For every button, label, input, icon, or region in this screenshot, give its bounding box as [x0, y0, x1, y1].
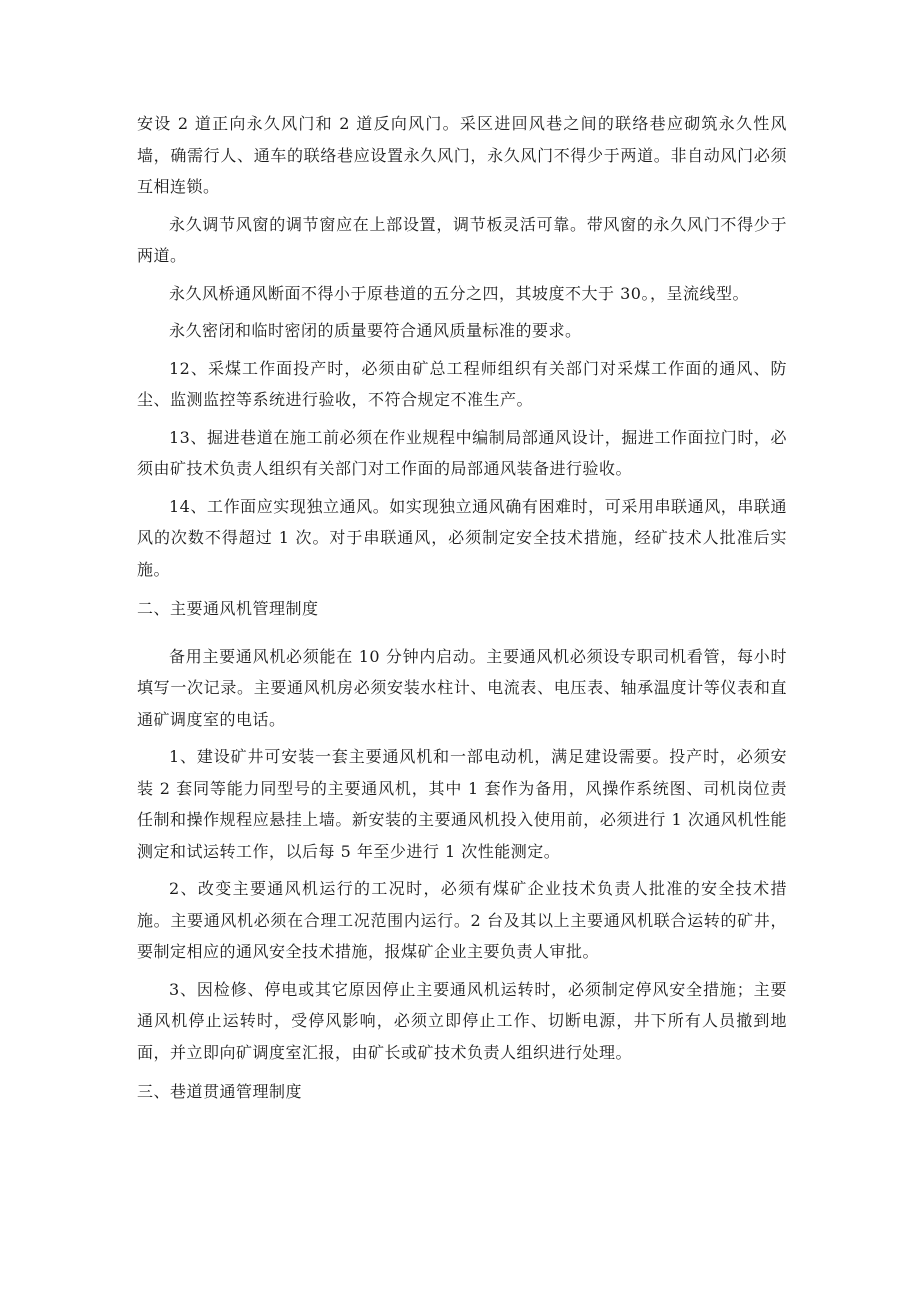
paragraph: 永久调节风窗的调节窗应在上部设置，调节板灵活可靠。带风窗的永久风门不得少于两道。 [137, 214, 787, 265]
paragraph: 永久密闭和临时密闭的质量要符合通风质量标准的要求。 [169, 321, 582, 340]
paragraph: 3、因检修、停电或其它原因停止主要通风机运转时，必须制定停风安全措施；主要通风机停止运转时，受停风影响，必须立即停止工作、切断电源，井下所有人员撤到地面，并立即向矿调度室汇报，由矿长或矿技术负责人组织进行处理。 [137, 979, 787, 1062]
paragraph: 14、工作面应实现独立通风。如实现独立通风确有困难时，可采用串联通风，串联通风的次数不得超过 1 次。对于串联通风，必须制定安全技术措施，经矿技术人批准后实施。 [137, 496, 787, 579]
paragraph: 永久风桥通风断面不得小于原巷道的五分之四，其坡度不大于 30。，呈流线型。 [169, 283, 749, 303]
paragraph: 13、掘进巷道在施工前必须在作业规程中编制局部通风设计，掘进工作面拉门时，必须由矿技术负责人组织有关部门对工作面的局部通风装备进行验收。 [137, 427, 787, 478]
section-heading: 二、主要通风机管理制度 [137, 599, 319, 618]
paragraph: 12、采煤工作面投产时，必须由矿总工程师组织有关部门对采煤工作面的通风、防尘、监测监控等系统进行验收，不符合规定不准生产。 [137, 358, 787, 409]
paragraph: 备用主要通风机必须能在 10 分钟内启动。主要通风机必须设专职司机看管，每小时填写一次记录。主要通风机房必须安装水柱计、电流表、电压表、轴承温度计等仪表和直通矿调度室的电话。 [137, 646, 787, 729]
paragraph: 安设 2 道正向永久风门和 2 道反向风门。采区进回风巷之间的联络巷应砌筑永久性风墙，确需行人、通车的联络巷应设置永久风门，永久风门不得少于两道。非自动风门必须互相连锁。 [137, 114, 787, 196]
document-page [137, 108, 787, 1124]
section-heading: 三、巷道贯通管理制度 [137, 1082, 303, 1101]
paragraph: 1、建设矿井可安装一套主要通风机和一部电动机，满足建设需要。投产时，必须安装 2 套同等能力同型号的主要通风机，其中 1 套作为备用，风操作系统图、司机岗位责任制和操作规程应悬挂上墙。新安装的主要通风机投入使用前，必须进行 1 次通风机性能测定和试运转工作，以后每 5 年至少进行 1 次性能测定。 [137, 747, 787, 861]
paragraph: 2、改变主要通风机运行的工况时，必须有煤矿企业技术负责人批准的安全技术措施。主要通风机必须在合理工况范围内运行。2 台及其以上主要通风机联合运转的矿井，要制定相应的通风安全技术措施，报煤矿企业主要负责人审批。 [137, 879, 787, 961]
